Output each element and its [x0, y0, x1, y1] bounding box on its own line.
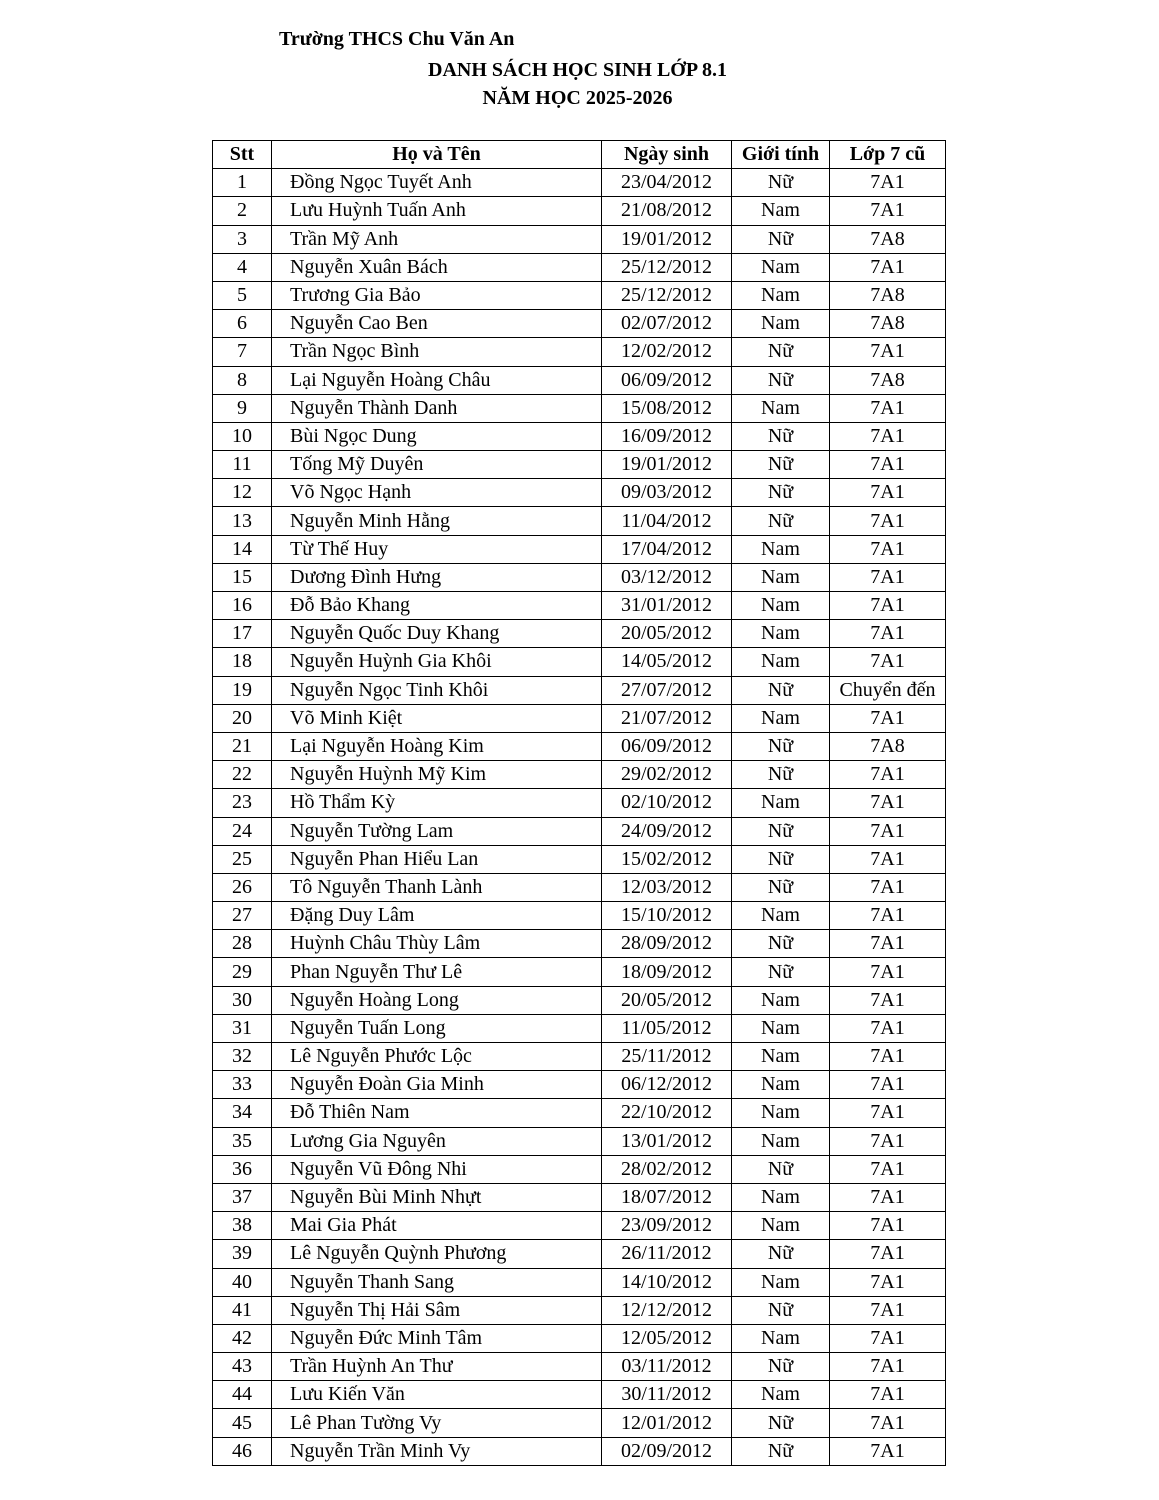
cell-name: Võ Minh Kiệt — [272, 704, 602, 732]
cell-stt: 10 — [213, 422, 272, 450]
cell-stt: 40 — [213, 1268, 272, 1296]
table-row — [213, 1381, 946, 1409]
cell-previous-class: 7A1 — [830, 1183, 946, 1211]
cell-name: Trương Gia Bảo — [272, 281, 602, 309]
cell-gender: Nữ — [732, 338, 830, 366]
document-title: DANH SÁCH HỌC SINH LỚP 8.1 — [428, 59, 727, 81]
student-table — [212, 140, 946, 1466]
table-row — [213, 1155, 946, 1183]
table-row — [213, 958, 946, 986]
cell-gender: Nam — [732, 197, 830, 225]
cell-stt: 44 — [213, 1381, 272, 1409]
table-row — [213, 1268, 946, 1296]
cell-birthdate: 14/10/2012 — [602, 1268, 732, 1296]
cell-previous-class: 7A1 — [830, 1071, 946, 1099]
table-row — [213, 1014, 946, 1042]
cell-gender: Nam — [732, 592, 830, 620]
cell-stt: 3 — [213, 225, 272, 253]
table-row — [213, 1296, 946, 1324]
table-row — [213, 253, 946, 281]
table-row — [213, 1240, 946, 1268]
table-row — [213, 620, 946, 648]
cell-previous-class: 7A8 — [830, 732, 946, 760]
cell-name: Lương Gia Nguyên — [272, 1127, 602, 1155]
cell-gender: Nam — [732, 1071, 830, 1099]
cell-gender: Nam — [732, 1043, 830, 1071]
cell-birthdate: 29/02/2012 — [602, 761, 732, 789]
cell-previous-class: 7A1 — [830, 197, 946, 225]
cell-name: Mai Gia Phát — [272, 1212, 602, 1240]
header-row — [213, 141, 946, 169]
cell-stt: 14 — [213, 535, 272, 563]
cell-birthdate: 12/03/2012 — [602, 873, 732, 901]
cell-birthdate: 06/09/2012 — [602, 366, 732, 394]
cell-stt: 9 — [213, 394, 272, 422]
cell-previous-class: 7A1 — [830, 930, 946, 958]
cell-previous-class: 7A1 — [830, 1381, 946, 1409]
cell-previous-class: Chuyển đến — [830, 676, 946, 704]
cell-previous-class: 7A1 — [830, 761, 946, 789]
table-row — [213, 1043, 946, 1071]
cell-name: Nguyễn Bùi Minh Nhựt — [272, 1183, 602, 1211]
cell-gender: Nữ — [732, 366, 830, 394]
cell-previous-class: 7A1 — [830, 1043, 946, 1071]
cell-birthdate: 03/12/2012 — [602, 563, 732, 591]
cell-stt: 22 — [213, 761, 272, 789]
cell-previous-class: 7A1 — [830, 817, 946, 845]
cell-previous-class: 7A1 — [830, 1212, 946, 1240]
cell-stt: 37 — [213, 1183, 272, 1211]
cell-previous-class: 7A1 — [830, 592, 946, 620]
column-header-name: Họ và Tên — [272, 141, 602, 169]
cell-stt: 13 — [213, 507, 272, 535]
cell-gender: Nữ — [732, 873, 830, 901]
cell-birthdate: 25/11/2012 — [602, 1043, 732, 1071]
cell-birthdate: 06/12/2012 — [602, 1071, 732, 1099]
cell-stt: 8 — [213, 366, 272, 394]
cell-name: Nguyễn Vũ Đông Nhi — [272, 1155, 602, 1183]
cell-previous-class: 7A1 — [830, 1268, 946, 1296]
cell-previous-class: 7A1 — [830, 620, 946, 648]
table-row — [213, 1324, 946, 1352]
cell-stt: 36 — [213, 1155, 272, 1183]
cell-name: Lê Nguyễn Phước Lộc — [272, 1043, 602, 1071]
cell-birthdate: 09/03/2012 — [602, 479, 732, 507]
table-row — [213, 648, 946, 676]
cell-name: Trần Huỳnh An Thư — [272, 1353, 602, 1381]
cell-gender: Nữ — [732, 225, 830, 253]
table-row — [213, 845, 946, 873]
table-row — [213, 1353, 946, 1381]
cell-name: Lê Nguyễn Quỳnh Phương — [272, 1240, 602, 1268]
cell-gender: Nữ — [732, 479, 830, 507]
cell-previous-class: 7A1 — [830, 1296, 946, 1324]
cell-birthdate: 28/09/2012 — [602, 930, 732, 958]
cell-birthdate: 21/08/2012 — [602, 197, 732, 225]
cell-stt: 16 — [213, 592, 272, 620]
cell-stt: 31 — [213, 1014, 272, 1042]
cell-gender: Nữ — [732, 761, 830, 789]
cell-name: Lại Nguyễn Hoàng Kim — [272, 732, 602, 760]
cell-stt: 15 — [213, 563, 272, 591]
cell-name: Dương Đình Hưng — [272, 563, 602, 591]
cell-stt: 6 — [213, 310, 272, 338]
cell-gender: Nam — [732, 1268, 830, 1296]
cell-stt: 32 — [213, 1043, 272, 1071]
cell-gender: Nữ — [732, 451, 830, 479]
cell-stt: 21 — [213, 732, 272, 760]
cell-stt: 18 — [213, 648, 272, 676]
cell-name: Huỳnh Châu Thùy Lâm — [272, 930, 602, 958]
cell-gender: Nam — [732, 253, 830, 281]
cell-previous-class: 7A1 — [830, 902, 946, 930]
table-row — [213, 676, 946, 704]
cell-previous-class: 7A1 — [830, 253, 946, 281]
cell-gender: Nữ — [732, 1353, 830, 1381]
cell-gender: Nữ — [732, 958, 830, 986]
cell-birthdate: 11/04/2012 — [602, 507, 732, 535]
table-row — [213, 704, 946, 732]
cell-gender: Nữ — [732, 817, 830, 845]
cell-stt: 26 — [213, 873, 272, 901]
cell-name: Lại Nguyễn Hoàng Châu — [272, 366, 602, 394]
cell-birthdate: 23/09/2012 — [602, 1212, 732, 1240]
cell-previous-class: 7A1 — [830, 1353, 946, 1381]
column-header-previous-class: Lớp 7 cũ — [830, 141, 946, 169]
cell-birthdate: 20/05/2012 — [602, 620, 732, 648]
cell-previous-class: 7A1 — [830, 422, 946, 450]
cell-gender: Nữ — [732, 930, 830, 958]
cell-stt: 43 — [213, 1353, 272, 1381]
cell-previous-class: 7A1 — [830, 394, 946, 422]
cell-name: Nguyễn Cao Ben — [272, 310, 602, 338]
cell-birthdate: 16/09/2012 — [602, 422, 732, 450]
cell-birthdate: 25/12/2012 — [602, 253, 732, 281]
cell-previous-class: 7A1 — [830, 1099, 946, 1127]
cell-gender: Nữ — [732, 1409, 830, 1437]
cell-name: Từ Thế Huy — [272, 535, 602, 563]
cell-birthdate: 03/11/2012 — [602, 1353, 732, 1381]
table-row — [213, 225, 946, 253]
cell-previous-class: 7A1 — [830, 986, 946, 1014]
column-header-birthdate: Ngày sinh — [602, 141, 732, 169]
cell-name: Nguyễn Đức Minh Tâm — [272, 1324, 602, 1352]
cell-name: Lưu Huỳnh Tuấn Anh — [272, 197, 602, 225]
cell-previous-class: 7A1 — [830, 535, 946, 563]
cell-name: Nguyễn Phan Hiểu Lan — [272, 845, 602, 873]
table-row — [213, 197, 946, 225]
cell-name: Đỗ Thiên Nam — [272, 1099, 602, 1127]
cell-name: Nguyễn Thanh Sang — [272, 1268, 602, 1296]
table-row — [213, 732, 946, 760]
cell-gender: Nữ — [732, 422, 830, 450]
cell-previous-class: 7A1 — [830, 1437, 946, 1465]
table-row — [213, 1071, 946, 1099]
cell-gender: Nữ — [732, 1296, 830, 1324]
cell-previous-class: 7A1 — [830, 451, 946, 479]
cell-stt: 25 — [213, 845, 272, 873]
cell-birthdate: 15/08/2012 — [602, 394, 732, 422]
cell-stt: 38 — [213, 1212, 272, 1240]
cell-birthdate: 02/07/2012 — [602, 310, 732, 338]
cell-stt: 20 — [213, 704, 272, 732]
cell-previous-class: 7A1 — [830, 338, 946, 366]
cell-previous-class: 7A1 — [830, 479, 946, 507]
cell-gender: Nam — [732, 902, 830, 930]
cell-name: Nguyễn Tường Lam — [272, 817, 602, 845]
cell-name: Nguyễn Huỳnh Gia Khôi — [272, 648, 602, 676]
cell-birthdate: 23/04/2012 — [602, 169, 732, 197]
cell-previous-class: 7A8 — [830, 225, 946, 253]
cell-gender: Nam — [732, 986, 830, 1014]
cell-gender: Nam — [732, 1183, 830, 1211]
cell-gender: Nam — [732, 704, 830, 732]
cell-gender: Nữ — [732, 1437, 830, 1465]
cell-name: Nguyễn Xuân Bách — [272, 253, 602, 281]
table-row — [213, 338, 946, 366]
cell-previous-class: 7A1 — [830, 1014, 946, 1042]
cell-previous-class: 7A1 — [830, 1324, 946, 1352]
school-year: NĂM HỌC 2025-2026 — [482, 87, 673, 109]
cell-birthdate: 12/01/2012 — [602, 1409, 732, 1437]
table-row — [213, 281, 946, 309]
cell-birthdate: 14/05/2012 — [602, 648, 732, 676]
table-row — [213, 422, 946, 450]
cell-birthdate: 28/02/2012 — [602, 1155, 732, 1183]
cell-gender: Nam — [732, 648, 830, 676]
cell-name: Tống Mỹ Duyên — [272, 451, 602, 479]
cell-gender: Nam — [732, 563, 830, 591]
column-header-stt: Stt — [213, 141, 272, 169]
cell-birthdate: 12/05/2012 — [602, 1324, 732, 1352]
cell-name: Nguyễn Tuấn Long — [272, 1014, 602, 1042]
cell-gender: Nữ — [732, 169, 830, 197]
cell-gender: Nữ — [732, 1240, 830, 1268]
cell-name: Phan Nguyễn Thư Lê — [272, 958, 602, 986]
cell-birthdate: 25/12/2012 — [602, 281, 732, 309]
cell-name: Đồng Ngọc Tuyết Anh — [272, 169, 602, 197]
cell-name: Nguyễn Minh Hằng — [272, 507, 602, 535]
table-row — [213, 1183, 946, 1211]
cell-stt: 45 — [213, 1409, 272, 1437]
cell-gender: Nam — [732, 535, 830, 563]
cell-stt: 30 — [213, 986, 272, 1014]
cell-previous-class: 7A1 — [830, 789, 946, 817]
cell-name: Nguyễn Đoàn Gia Minh — [272, 1071, 602, 1099]
table-row — [213, 479, 946, 507]
cell-birthdate: 21/07/2012 — [602, 704, 732, 732]
school-name: Trường THCS Chu Văn An — [279, 28, 515, 50]
cell-previous-class: 7A1 — [830, 845, 946, 873]
cell-birthdate: 02/09/2012 — [602, 1437, 732, 1465]
table-row — [213, 310, 946, 338]
table-row — [213, 1212, 946, 1240]
cell-stt: 12 — [213, 479, 272, 507]
table-row — [213, 451, 946, 479]
cell-gender: Nữ — [732, 676, 830, 704]
cell-stt: 1 — [213, 169, 272, 197]
cell-birthdate: 17/04/2012 — [602, 535, 732, 563]
cell-stt: 41 — [213, 1296, 272, 1324]
cell-stt: 24 — [213, 817, 272, 845]
table-row — [213, 873, 946, 901]
cell-previous-class: 7A1 — [830, 1409, 946, 1437]
cell-previous-class: 7A1 — [830, 169, 946, 197]
table-row — [213, 366, 946, 394]
cell-stt: 46 — [213, 1437, 272, 1465]
cell-gender: Nữ — [732, 845, 830, 873]
cell-name: Đặng Duy Lâm — [272, 902, 602, 930]
cell-name: Nguyễn Ngọc Tinh Khôi — [272, 676, 602, 704]
cell-birthdate: 30/11/2012 — [602, 1381, 732, 1409]
cell-previous-class: 7A8 — [830, 281, 946, 309]
cell-name: Tô Nguyễn Thanh Lành — [272, 873, 602, 901]
cell-previous-class: 7A1 — [830, 507, 946, 535]
table-row — [213, 1409, 946, 1437]
cell-name: Võ Ngọc Hạnh — [272, 479, 602, 507]
cell-birthdate: 18/09/2012 — [602, 958, 732, 986]
cell-gender: Nam — [732, 1212, 830, 1240]
cell-birthdate: 24/09/2012 — [602, 817, 732, 845]
cell-gender: Nam — [732, 789, 830, 817]
table-row — [213, 563, 946, 591]
cell-previous-class: 7A1 — [830, 1240, 946, 1268]
cell-gender: Nam — [732, 281, 830, 309]
cell-birthdate: 02/10/2012 — [602, 789, 732, 817]
cell-name: Trần Ngọc Bình — [272, 338, 602, 366]
cell-gender: Nam — [732, 620, 830, 648]
cell-birthdate: 19/01/2012 — [602, 451, 732, 479]
cell-birthdate: 20/05/2012 — [602, 986, 732, 1014]
cell-previous-class: 7A8 — [830, 310, 946, 338]
table-row — [213, 169, 946, 197]
table-row — [213, 930, 946, 958]
cell-previous-class: 7A1 — [830, 1155, 946, 1183]
cell-birthdate: 15/10/2012 — [602, 902, 732, 930]
cell-stt: 4 — [213, 253, 272, 281]
cell-stt: 11 — [213, 451, 272, 479]
table-row — [213, 789, 946, 817]
cell-name: Trần Mỹ Anh — [272, 225, 602, 253]
cell-stt: 27 — [213, 902, 272, 930]
table-row — [213, 761, 946, 789]
cell-stt: 19 — [213, 676, 272, 704]
cell-stt: 33 — [213, 1071, 272, 1099]
table-row — [213, 1099, 946, 1127]
cell-name: Lưu Kiến Văn — [272, 1381, 602, 1409]
cell-previous-class: 7A8 — [830, 366, 946, 394]
cell-birthdate: 12/12/2012 — [602, 1296, 732, 1324]
cell-stt: 29 — [213, 958, 272, 986]
cell-gender: Nam — [732, 1324, 830, 1352]
cell-birthdate: 26/11/2012 — [602, 1240, 732, 1268]
cell-stt: 7 — [213, 338, 272, 366]
cell-stt: 39 — [213, 1240, 272, 1268]
cell-birthdate: 22/10/2012 — [602, 1099, 732, 1127]
cell-previous-class: 7A1 — [830, 704, 946, 732]
cell-birthdate: 31/01/2012 — [602, 592, 732, 620]
cell-gender: Nam — [732, 1381, 830, 1409]
cell-gender: Nữ — [732, 732, 830, 760]
cell-stt: 42 — [213, 1324, 272, 1352]
table-row — [213, 592, 946, 620]
cell-birthdate: 06/09/2012 — [602, 732, 732, 760]
cell-birthdate: 27/07/2012 — [602, 676, 732, 704]
column-header-gender: Giới tính — [732, 141, 830, 169]
cell-stt: 28 — [213, 930, 272, 958]
cell-birthdate: 11/05/2012 — [602, 1014, 732, 1042]
cell-previous-class: 7A1 — [830, 873, 946, 901]
table-row — [213, 902, 946, 930]
table-header — [213, 141, 946, 169]
cell-stt: 23 — [213, 789, 272, 817]
cell-birthdate: 18/07/2012 — [602, 1183, 732, 1211]
cell-birthdate: 19/01/2012 — [602, 225, 732, 253]
cell-name: Nguyễn Quốc Duy Khang — [272, 620, 602, 648]
cell-birthdate: 13/01/2012 — [602, 1127, 732, 1155]
cell-name: Nguyễn Thành Danh — [272, 394, 602, 422]
table-row — [213, 535, 946, 563]
cell-gender: Nữ — [732, 507, 830, 535]
table-row — [213, 1437, 946, 1465]
cell-gender: Nữ — [732, 1155, 830, 1183]
table-row — [213, 1127, 946, 1155]
cell-stt: 2 — [213, 197, 272, 225]
table-row — [213, 817, 946, 845]
cell-previous-class: 7A1 — [830, 648, 946, 676]
cell-birthdate: 12/02/2012 — [602, 338, 732, 366]
table-row — [213, 394, 946, 422]
cell-gender: Nam — [732, 1127, 830, 1155]
cell-stt: 35 — [213, 1127, 272, 1155]
table-row — [213, 986, 946, 1014]
cell-previous-class: 7A1 — [830, 958, 946, 986]
cell-gender: Nam — [732, 310, 830, 338]
cell-birthdate: 15/02/2012 — [602, 845, 732, 873]
table-body — [213, 169, 946, 1466]
cell-previous-class: 7A1 — [830, 1127, 946, 1155]
cell-gender: Nam — [732, 1099, 830, 1127]
cell-stt: 5 — [213, 281, 272, 309]
table-row — [213, 507, 946, 535]
cell-stt: 34 — [213, 1099, 272, 1127]
cell-name: Lê Phan Tường Vy — [272, 1409, 602, 1437]
cell-name: Hồ Thẩm Kỳ — [272, 789, 602, 817]
cell-gender: Nam — [732, 1014, 830, 1042]
cell-previous-class: 7A1 — [830, 563, 946, 591]
cell-stt: 17 — [213, 620, 272, 648]
cell-name: Nguyễn Trần Minh Vy — [272, 1437, 602, 1465]
cell-name: Nguyễn Thị Hải Sâm — [272, 1296, 602, 1324]
cell-name: Nguyễn Huỳnh Mỹ Kim — [272, 761, 602, 789]
cell-name: Nguyễn Hoàng Long — [272, 986, 602, 1014]
cell-gender: Nam — [732, 394, 830, 422]
cell-name: Bùi Ngọc Dung — [272, 422, 602, 450]
cell-name: Đỗ Bảo Khang — [272, 592, 602, 620]
